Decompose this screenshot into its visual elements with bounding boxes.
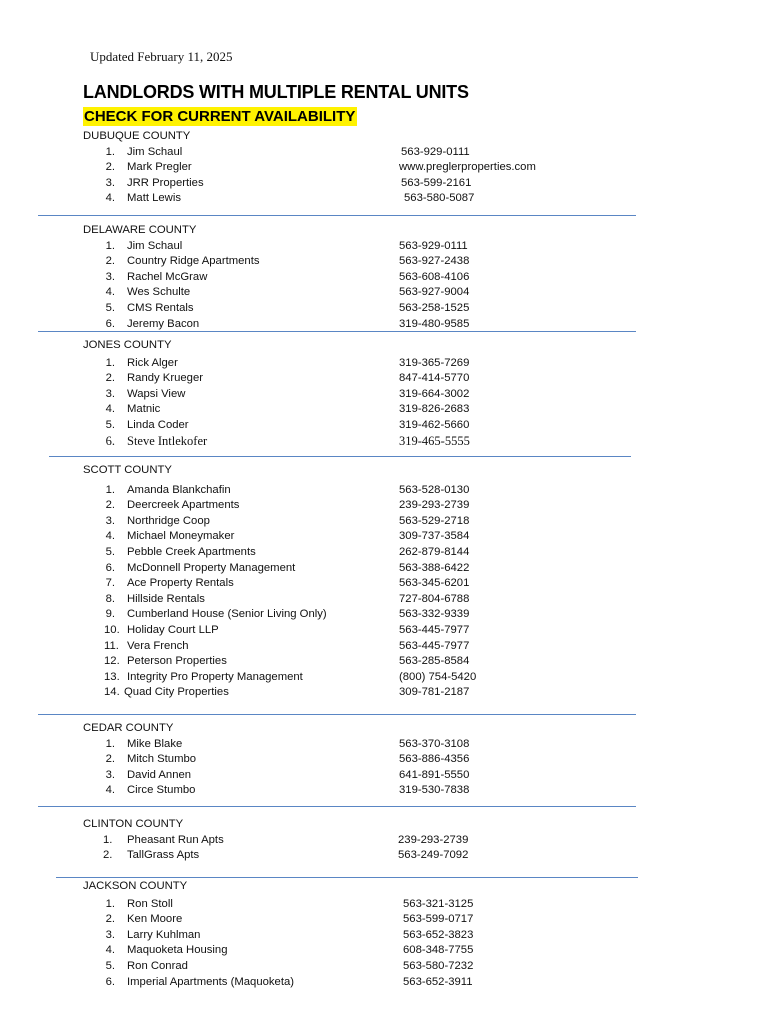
landlord-name: Quad City Properties: [124, 686, 229, 699]
item-number: 2.: [105, 753, 115, 766]
landlord-name: Cumberland House (Senior Living Only): [127, 608, 327, 621]
landlord-phone: 847-414-5770: [399, 372, 470, 385]
landlord-phone: 319-465-5555: [399, 433, 470, 448]
item-number: 5.: [105, 301, 115, 314]
list-item: [83, 576, 643, 592]
list-item: [83, 270, 643, 286]
item-number: 1.: [105, 737, 115, 750]
landlord-phone: 608-348-7755: [403, 944, 474, 957]
list-item: [83, 768, 643, 784]
landlord-phone: 309-781-2187: [399, 686, 470, 699]
section-divider: [38, 331, 636, 332]
landlord-phone: 563-652-3823: [403, 928, 474, 941]
item-number: 4.: [105, 784, 115, 797]
item-number: 8.: [105, 592, 115, 605]
item-number: 4.: [105, 286, 115, 299]
list-item: [83, 402, 643, 418]
landlord-name: Linda Coder: [127, 418, 189, 431]
list-item: [83, 285, 643, 301]
item-number: 3.: [105, 928, 115, 941]
item-number: 4.: [105, 403, 115, 416]
landlord-name: Northridge Coop: [127, 514, 210, 527]
landlord-name: Circe Stumbo: [127, 784, 196, 797]
item-number: 3.: [105, 176, 115, 189]
landlord-name: Wes Schulte: [127, 286, 191, 299]
item-number: 2.: [105, 372, 115, 385]
landlord-name: Integrity Pro Property Management: [127, 670, 303, 683]
county-heading: DUBUQUE COUNTY: [83, 130, 191, 142]
landlord-phone: 563-599-0717: [403, 913, 474, 926]
list-item: [83, 592, 643, 608]
item-number: 1.: [105, 239, 115, 252]
item-number: 3.: [105, 387, 115, 400]
list-item: [83, 239, 643, 255]
landlord-name: Holiday Court LLP: [127, 623, 219, 636]
landlord-phone: 563-599-2161: [401, 176, 472, 189]
landlord-phone: 563-445-7977: [399, 623, 470, 636]
landlord-name: Mark Pregler: [127, 161, 192, 174]
landlord-name: Wapsi View: [127, 387, 186, 400]
item-number: 9.: [105, 608, 115, 621]
list-item: [83, 670, 643, 686]
county-heading: DELAWARE COUNTY: [83, 224, 197, 236]
item-number: 13.: [104, 670, 120, 683]
landlord-phone: 563-652-3911: [403, 975, 473, 988]
landlord-phone: 563-927-2438: [399, 255, 470, 268]
item-number: 6.: [105, 975, 115, 988]
list-item: [83, 418, 643, 434]
section-divider: [38, 714, 636, 715]
item-number: 4.: [105, 944, 115, 957]
county-heading: CEDAR COUNTY: [83, 722, 174, 734]
landlord-name: Rachel McGraw: [127, 270, 208, 283]
landlord-name: Peterson Properties: [127, 655, 227, 668]
list-item: [83, 514, 643, 530]
landlord-phone: 563-927-9004: [399, 286, 470, 299]
county-section-delaware: [83, 223, 643, 330]
landlord-name: Ken Moore: [127, 913, 183, 926]
landlord-phone: (800) 754-5420: [399, 670, 477, 683]
landlord-phone: 563-529-2718: [399, 514, 470, 527]
landlord-phone: 319-365-7269: [399, 356, 470, 369]
item-number: 2.: [105, 499, 115, 512]
list-item: [83, 833, 643, 849]
item-number: 10.: [104, 623, 120, 636]
list-item: [83, 176, 643, 192]
list-item: [83, 623, 643, 639]
item-number: 6.: [105, 433, 115, 448]
section-divider: [38, 806, 636, 807]
landlord-name: Rick Alger: [127, 356, 178, 369]
landlord-phone: 239-293-2739: [398, 833, 469, 846]
list-item: [83, 897, 643, 913]
landlord-phone: 563-345-6201: [399, 577, 470, 590]
item-number: 11.: [104, 639, 119, 652]
landlord-name: TallGrass Apts: [127, 849, 200, 862]
list-item: [83, 191, 643, 207]
item-number: 2.: [105, 913, 115, 926]
list-item: [83, 387, 643, 403]
county-heading: SCOTT COUNTY: [83, 464, 172, 476]
list-item: [83, 371, 643, 387]
item-number: 3.: [105, 270, 115, 283]
list-item: [83, 848, 643, 864]
item-number: 4.: [105, 530, 115, 543]
landlord-phone: 319-462-5660: [399, 418, 470, 431]
landlord-name: Ron Stoll: [127, 897, 173, 910]
county-heading: JACKSON COUNTY: [83, 880, 188, 892]
landlord-name: JRR Properties: [127, 176, 204, 189]
availability-notice: CHECK FOR CURRENT AVAILABILITY: [84, 108, 356, 125]
landlord-phone: 563-528-0130: [399, 483, 470, 496]
item-number: 12.: [104, 655, 120, 668]
item-number: 2.: [103, 849, 113, 862]
landlord-phone: 319-826-2683: [399, 403, 470, 416]
item-number: 5.: [105, 545, 115, 558]
list-item: [83, 943, 643, 959]
item-number: 7.: [105, 577, 115, 590]
county-heading: CLINTON COUNTY: [83, 818, 184, 830]
item-number: 1.: [105, 897, 115, 910]
landlord-phone: 563-249-7092: [398, 849, 469, 862]
landlord-name: Vera French: [127, 639, 189, 652]
list-item: [83, 529, 643, 545]
county-section-jackson: [83, 879, 643, 988]
item-number: 1.: [105, 145, 115, 158]
landlord-phone: 727-804-6788: [399, 592, 470, 605]
landlord-name: CMS Rentals: [127, 301, 194, 314]
list-item: [83, 317, 643, 330]
landlord-phone: 563-388-6422: [399, 561, 470, 574]
list-item: [83, 561, 643, 577]
list-item: [83, 685, 643, 701]
list-item: [83, 959, 643, 975]
list-item: [83, 975, 643, 988]
landlord-phone: 563-258-1525: [399, 301, 470, 314]
county-section-jones: [83, 338, 643, 449]
landlord-phone: 563-929-0111: [401, 145, 470, 158]
landlord-name: McDonnell Property Management: [127, 561, 296, 574]
item-number: 3.: [105, 768, 115, 781]
list-item: [83, 912, 643, 928]
item-number: 5.: [105, 959, 115, 972]
section-divider: [49, 456, 631, 457]
landlord-phone: 563-580-7232: [403, 959, 474, 972]
landlord-name: Pebble Creek Apartments: [127, 545, 256, 558]
list-item: [83, 301, 643, 317]
list-item: [83, 160, 643, 176]
item-number: 2.: [105, 161, 115, 174]
item-number: 14.: [104, 686, 120, 699]
landlord-name: Ace Property Rentals: [127, 577, 234, 590]
updated-date: Updated February 11, 2025: [90, 49, 233, 64]
item-number: 6.: [105, 561, 115, 574]
landlord-phone: 319-664-3002: [399, 387, 470, 400]
landlord-phone: 563-608-4106: [399, 270, 470, 283]
landlord-phone: 641-891-5550: [399, 768, 470, 781]
landlord-phone: 563-445-7977: [399, 639, 470, 652]
landlord-name: Pheasant Run Apts: [127, 833, 224, 846]
landlord-phone: 563-332-9339: [399, 608, 470, 621]
list-item: [83, 545, 643, 561]
list-item: [83, 356, 643, 372]
landlord-name: Jim Schaul: [127, 145, 183, 158]
item-number: 3.: [105, 514, 115, 527]
landlord-name: Maquoketa Housing: [127, 944, 228, 957]
landlord-name: Michael Moneymaker: [127, 530, 235, 543]
list-item: [83, 783, 643, 799]
landlord-name: Ron Conrad: [127, 959, 188, 972]
landlord-phone: 563-580-5087: [404, 192, 475, 205]
landlord-phone: 239-293-2739: [399, 499, 470, 512]
landlord-phone: 309-737-3584: [399, 530, 470, 543]
item-number: 2.: [105, 255, 115, 268]
landlord-phone: 319-530-7838: [399, 784, 470, 797]
landlord-phone: 563-929-0111: [399, 239, 468, 252]
landlord-name: Larry Kuhlman: [127, 928, 201, 941]
landlord-name: Mitch Stumbo: [127, 753, 197, 766]
item-number: 5.: [105, 418, 115, 431]
landlord-phone: 563-370-3108: [399, 737, 470, 750]
county-heading: JONES COUNTY: [83, 339, 172, 351]
list-item: [83, 752, 643, 768]
landlord-phone: 262-879-8144: [399, 545, 470, 558]
landlord-name: Hillside Rentals: [127, 592, 205, 605]
landlord-name: Matt Lewis: [127, 192, 181, 205]
landlord-name: Imperial Apartments (Maquoketa): [127, 975, 295, 988]
county-section-scott: [83, 463, 643, 701]
landlord-name: Country Ridge Apartments: [127, 255, 260, 268]
list-item: [83, 498, 643, 514]
landlord-name: Mike Blake: [127, 737, 183, 750]
landlord-name: Randy Krueger: [127, 372, 203, 385]
item-number: 1.: [103, 833, 113, 846]
county-section-cedar: [83, 721, 643, 799]
list-item: [83, 737, 643, 753]
item-number: 6.: [105, 317, 115, 330]
list-item: [83, 483, 643, 499]
landlord-phone: 319-480-9585: [399, 317, 470, 330]
item-number: 1.: [105, 356, 115, 369]
county-section-clinton: [83, 817, 643, 864]
landlord-name: Jim Schaul: [127, 239, 183, 252]
landlord-name: Deercreek Apartments: [127, 499, 240, 512]
list-item: [83, 607, 643, 623]
landlord-phone: 563-285-8584: [399, 655, 470, 668]
landlord-name: Matnic: [127, 403, 161, 416]
landlord-name: David Annen: [127, 768, 192, 781]
list-item: [83, 654, 643, 670]
item-number: 4.: [105, 192, 115, 205]
landlord-website: www.preglerproperties.com: [399, 161, 536, 174]
list-item: [83, 639, 643, 655]
landlord-phone: 563-886-4356: [399, 753, 470, 766]
landlord-name: Jeremy Bacon: [127, 317, 200, 330]
page-title: LANDLORDS WITH MULTIPLE RENTAL UNITS: [83, 82, 469, 102]
section-divider: [38, 215, 636, 216]
item-number: 1.: [105, 483, 115, 496]
landlord-name: Steve Intlekofer: [127, 433, 208, 448]
county-section-dubuque: [83, 129, 643, 207]
landlord-phone: 563-321-3125: [403, 897, 474, 910]
list-item: [83, 434, 643, 450]
list-item: [83, 254, 643, 270]
section-divider: [56, 877, 638, 878]
list-item: [83, 145, 643, 161]
landlord-name: Amanda Blankchafin: [127, 483, 231, 496]
list-item: [83, 928, 643, 944]
